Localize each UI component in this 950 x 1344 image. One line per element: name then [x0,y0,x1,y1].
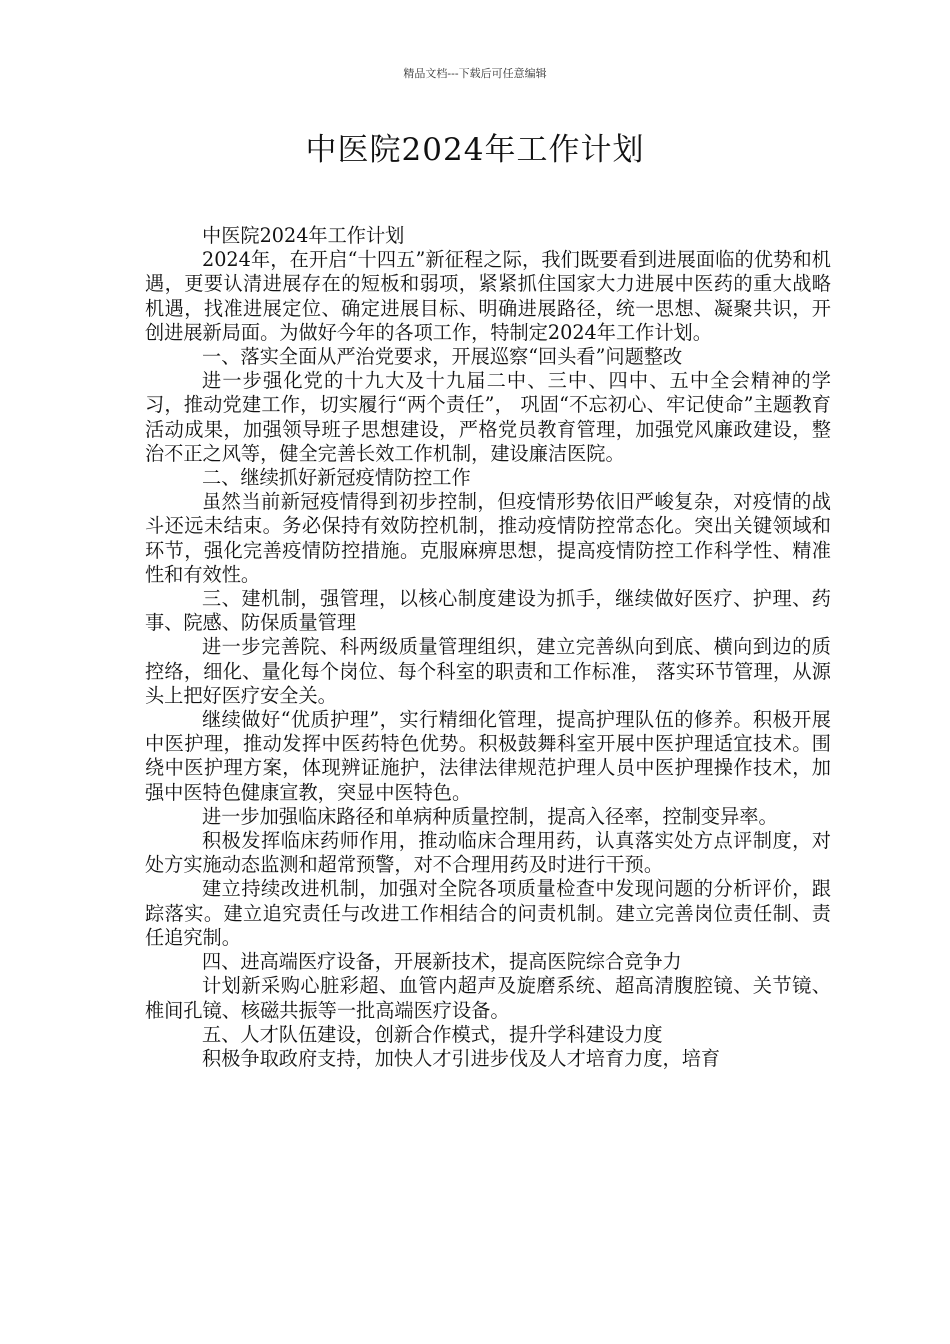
page-header: 精品文档---下载后可任意编辑 [403,67,547,80]
section-heading: 三、建机制，强管理，以核心制度建设为抓手，继续做好医疗、护理、药事、院感、防保质量管理 [145,587,831,635]
body-paragraph: 积极争取政府支持，加快人才引进步伐及人才培育力度，培育 [202,1046,721,1070]
body-paragraph: 积极发挥临床药师作用，推动临床合理用药，认真落实处方点评制度，对处方实施动态监测和超常预警，对不合理用药及时进行干预。 [145,829,831,877]
section-heading: 二、继续抓好新冠疫情防控工作 [202,466,471,490]
body-paragraph: 中医院2024年工作计划 [202,224,405,247]
body-paragraph: 建立持续改进机制，加强对全院各项质量检查中发现问题的分析评价，跟踪落实。建立追究责任与改进工作相结合的问责机制。建立完善岗位责任制、责任追究制。 [145,877,831,949]
body-paragraph: 进一步完善院、科两级质量管理组织，建立完善纵向到底、横向到边的质控络，细化、量化每个岗位、每个科室的职责和工作标准， 落实环节管理，从源头上把好医疗安全关。 [145,635,831,707]
document-body [145,224,831,1071]
document-title: 中医院2024年工作计划 [305,132,645,168]
body-paragraph: 继续做好“优质护理”，实行精细化管理，提高护理队伍的修养。积极开展中医护理，推动发挥中医药特色优势。积极鼓舞科室开展中医护理适宜技术。围绕中医护理方案，体现辨证施护，法律法律规范护理人员中医护理操作技术，加强中医特色健康宣教，突显中医特色。 [145,708,831,804]
section-heading: 四、进高端医疗设备，开展新技术，提高医院综合竞争力 [202,950,682,974]
body-paragraph: 计划新采购心脏彩超、血管内超声及旋磨系统、超高清腹腔镜、关节镜、椎间孔镜、核磁共振等一批高端医疗设备。 [145,974,831,1022]
body-paragraph: 2024年，在开启“十四五”新征程之际，我们既要看到进展面临的优势和机遇，更要认清进展存在的短板和弱项，紧紧抓住国家大力进展中医药的重大战略机遇，找准进展定位、确定进展目标、明确进展路径，统一思想、凝聚共识，开创进展新局面。为做好今年的各项工作，特制定2024年工作计划。 [145,248,831,344]
body-paragraph: 进一步强化党的十九大及十九届二中、三中、四中、五中全会精神的学习，推动党建工作，切实履行“两个责任”， 巩固“不忘初心、牢记使命”主题教育活动成果，加强领导班子思想建设，严格党员教育管理，加强党风廉政建设，整治不正之风等，健全完善长效工作机制，建设廉洁医院。 [145,369,831,465]
body-paragraph: 进一步加强临床路径和单病种质量控制，提高入径率，控制变异率。 [202,804,778,828]
section-heading: 五、人才队伍建设，创新合作模式，提升学科建设力度 [202,1022,663,1046]
section-heading: 一、落实全面从严治党要求，开展巡察“回头看”问题整改 [202,345,683,369]
body-paragraph: 虽然当前新冠疫情得到初步控制，但疫情形势依旧严峻复杂，对疫情的战斗还远未结束。务必保持有效防控机制，推动疫情防控常态化。突出关键领域和环节，强化完善疫情防控措施。克服麻痹思想，提高疫情防控工作科学性、精准性和有效性。 [145,490,831,586]
